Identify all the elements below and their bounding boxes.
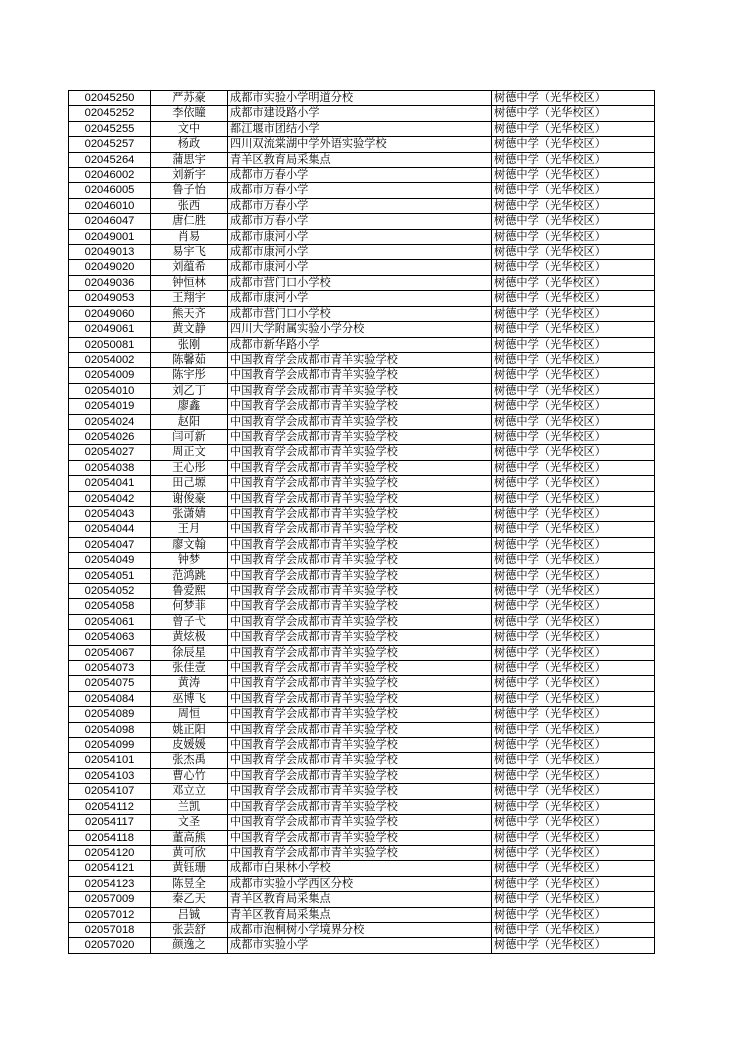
student-id-cell: 02054107 [69,784,151,799]
admitted-school-cell: 树德中学（光华校区） [492,799,655,814]
student-name-cell: 颜逸之 [151,938,228,953]
admitted-school-cell: 树德中学（光华校区） [492,553,655,568]
student-name-cell: 杨政 [151,137,228,152]
admitted-school-cell: 树德中学（光华校区） [492,938,655,953]
table-row [69,106,655,121]
primary-school-cell: 中国教育学会成都市青羊实验学校 [228,506,492,521]
student-id-cell: 02054027 [69,445,151,460]
table-row [69,198,655,213]
table-row [69,614,655,629]
admitted-school-cell: 树德中学（光华校区） [492,368,655,383]
student-name-cell: 黄文静 [151,322,228,337]
student-name-cell: 刘蕴希 [151,260,228,275]
student-id-cell: 02054010 [69,383,151,398]
student-name-cell: 周正文 [151,445,228,460]
student-name-cell: 王翔宇 [151,291,228,306]
primary-school-cell: 四川双流棠湖中学外语实验学校 [228,137,492,152]
admitted-school-cell: 树德中学（光华校区） [492,830,655,845]
primary-school-cell: 中国教育学会成都市青羊实验学校 [228,553,492,568]
primary-school-cell: 四川大学附属实验小学分校 [228,322,492,337]
student-name-cell: 董高熊 [151,830,228,845]
primary-school-cell: 中国教育学会成都市青羊实验学校 [228,537,492,552]
primary-school-cell: 成都市康河小学 [228,229,492,244]
table-row [69,630,655,645]
student-id-cell: 02057018 [69,922,151,937]
admitted-school-cell: 树德中学（光华校区） [492,753,655,768]
table-row [69,291,655,306]
primary-school-cell: 中国教育学会成都市青羊实验学校 [228,568,492,583]
student-name-cell: 张刚 [151,337,228,352]
student-id-cell: 02057012 [69,907,151,922]
primary-school-cell: 中国教育学会成都市青羊实验学校 [228,383,492,398]
primary-school-cell: 中国教育学会成都市青羊实验学校 [228,368,492,383]
primary-school-cell: 中国教育学会成都市青羊实验学校 [228,491,492,506]
admitted-school-cell: 树德中学（光华校区） [492,245,655,260]
student-id-cell: 02054042 [69,491,151,506]
student-id-cell: 02054019 [69,399,151,414]
table-row [69,691,655,706]
student-name-cell: 钟恒林 [151,275,228,290]
primary-school-cell: 青羊区教育局采集点 [228,152,492,167]
table-row [69,753,655,768]
student-name-cell: 李依瞳 [151,106,228,121]
primary-school-cell: 中国教育学会成都市青羊实验学校 [228,414,492,429]
primary-school-cell: 中国教育学会成都市青羊实验学校 [228,645,492,660]
table-row [69,922,655,937]
primary-school-cell: 成都市营门口小学校 [228,275,492,290]
table-row [69,784,655,799]
student-id-cell: 02054002 [69,352,151,367]
table-row [69,368,655,383]
student-id-cell: 02054052 [69,584,151,599]
table-row [69,907,655,922]
admitted-school-cell: 树德中学（光华校区） [492,322,655,337]
student-name-cell: 廖鑫 [151,399,228,414]
student-name-cell: 易宇飞 [151,245,228,260]
student-id-cell: 02054084 [69,691,151,706]
admitted-school-cell: 树德中学（光华校区） [492,676,655,691]
student-id-cell: 02054063 [69,630,151,645]
student-id-cell: 02054112 [69,799,151,814]
table-row [69,537,655,552]
primary-school-cell: 成都市实验小学明道分校 [228,91,492,106]
table-row [69,460,655,475]
student-id-cell: 02054047 [69,537,151,552]
student-id-cell: 02050081 [69,337,151,352]
table-row [69,91,655,106]
primary-school-cell: 中国教育学会成都市青羊实验学校 [228,599,492,614]
admitted-school-cell: 树德中学（光华校区） [492,630,655,645]
table-row [69,522,655,537]
table-row [69,214,655,229]
table-row [69,707,655,722]
primary-school-cell: 中国教育学会成都市青羊实验学校 [228,830,492,845]
student-name-cell: 陈宇彤 [151,368,228,383]
admitted-school-cell: 树德中学（光华校区） [492,445,655,460]
student-name-cell: 黄涛 [151,676,228,691]
admitted-school-cell: 树德中学（光华校区） [492,815,655,830]
primary-school-cell: 成都市白果林小学校 [228,861,492,876]
admitted-school-cell: 树德中学（光华校区） [492,707,655,722]
table-row [69,876,655,891]
student-id-cell: 02054044 [69,522,151,537]
admitted-school-cell: 树德中学（光华校区） [492,168,655,183]
student-name-cell: 曾子弋 [151,614,228,629]
admitted-school-cell: 树德中学（光华校区） [492,892,655,907]
admission-table-body [69,91,655,954]
primary-school-cell: 成都市康河小学 [228,260,492,275]
primary-school-cell: 中国教育学会成都市青羊实验学校 [228,399,492,414]
student-id-cell: 02054120 [69,845,151,860]
admitted-school-cell: 树德中学（光华校区） [492,460,655,475]
primary-school-cell: 中国教育学会成都市青羊实验学校 [228,352,492,367]
student-name-cell: 文圣 [151,815,228,830]
student-name-cell: 兰凯 [151,799,228,814]
table-row [69,830,655,845]
admitted-school-cell: 树德中学（光华校区） [492,106,655,121]
primary-school-cell: 中国教育学会成都市青羊实验学校 [228,768,492,783]
student-id-cell: 02054073 [69,661,151,676]
admitted-school-cell: 树德中学（光华校区） [492,260,655,275]
admitted-school-cell: 树德中学（光华校区） [492,198,655,213]
student-id-cell: 02049020 [69,260,151,275]
admitted-school-cell: 树德中学（光华校区） [492,352,655,367]
primary-school-cell: 成都市实验小学西区分校 [228,876,492,891]
student-id-cell: 02054098 [69,722,151,737]
primary-school-cell: 成都市万春小学 [228,168,492,183]
student-name-cell: 文中 [151,121,228,136]
student-id-cell: 02045257 [69,137,151,152]
student-name-cell: 何梦菲 [151,599,228,614]
student-name-cell: 张杰禹 [151,753,228,768]
table-row [69,584,655,599]
table-row [69,476,655,491]
student-name-cell: 张潇婧 [151,506,228,521]
admitted-school-cell: 树德中学（光华校区） [492,275,655,290]
table-row [69,414,655,429]
student-id-cell: 02054051 [69,568,151,583]
table-row [69,861,655,876]
primary-school-cell: 中国教育学会成都市青羊实验学校 [228,753,492,768]
admitted-school-cell: 树德中学（光华校区） [492,491,655,506]
student-name-cell: 张佳壹 [151,661,228,676]
student-id-cell: 02054009 [69,368,151,383]
primary-school-cell: 中国教育学会成都市青羊实验学校 [228,738,492,753]
table-row [69,245,655,260]
admitted-school-cell: 树德中学（光华校区） [492,661,655,676]
admitted-school-cell: 树德中学（光华校区） [492,537,655,552]
student-name-cell: 鲁爱熙 [151,584,228,599]
table-row [69,506,655,521]
admitted-school-cell: 树德中学（光华校区） [492,522,655,537]
student-id-cell: 02049013 [69,245,151,260]
admitted-school-cell: 树德中学（光华校区） [492,476,655,491]
admitted-school-cell: 树德中学（光华校区） [492,861,655,876]
primary-school-cell: 青羊区教育局采集点 [228,892,492,907]
student-name-cell: 闫可新 [151,429,228,444]
table-row [69,383,655,398]
admitted-school-cell: 树德中学（光华校区） [492,568,655,583]
student-name-cell: 周恒 [151,707,228,722]
student-id-cell: 02049001 [69,229,151,244]
admitted-school-cell: 树德中学（光华校区） [492,214,655,229]
student-id-cell: 02045264 [69,152,151,167]
primary-school-cell: 中国教育学会成都市青羊实验学校 [228,445,492,460]
admitted-school-cell: 树德中学（光华校区） [492,722,655,737]
student-name-cell: 鲁子怡 [151,183,228,198]
student-id-cell: 02054043 [69,506,151,521]
table-row [69,260,655,275]
student-name-cell: 巫博飞 [151,691,228,706]
student-id-cell: 02054123 [69,876,151,891]
student-id-cell: 02054067 [69,645,151,660]
primary-school-cell: 中国教育学会成都市青羊实验学校 [228,429,492,444]
student-id-cell: 02054103 [69,768,151,783]
student-id-cell: 02054101 [69,753,151,768]
student-id-cell: 02054049 [69,553,151,568]
student-id-cell: 02054099 [69,738,151,753]
student-name-cell: 熊天齐 [151,306,228,321]
student-id-cell: 02049036 [69,275,151,290]
student-name-cell: 陈昱全 [151,876,228,891]
student-name-cell: 张芸舒 [151,922,228,937]
student-name-cell: 黄炫极 [151,630,228,645]
student-id-cell: 02046010 [69,198,151,213]
table-row [69,322,655,337]
primary-school-cell: 中国教育学会成都市青羊实验学校 [228,707,492,722]
admitted-school-cell: 树德中学（光华校区） [492,383,655,398]
student-id-cell: 02049060 [69,306,151,321]
student-id-cell: 02057020 [69,938,151,953]
admitted-school-cell: 树德中学（光华校区） [492,291,655,306]
student-name-cell: 曹心竹 [151,768,228,783]
admission-table [68,90,655,954]
admitted-school-cell: 树德中学（光华校区） [492,506,655,521]
student-name-cell: 吕铖 [151,907,228,922]
table-row [69,152,655,167]
primary-school-cell: 中国教育学会成都市青羊实验学校 [228,784,492,799]
admitted-school-cell: 树德中学（光华校区） [492,152,655,167]
primary-school-cell: 成都市万春小学 [228,198,492,213]
primary-school-cell: 成都市康河小学 [228,245,492,260]
student-id-cell: 02054061 [69,614,151,629]
student-name-cell: 范鸿跳 [151,568,228,583]
admitted-school-cell: 树德中学（光华校区） [492,306,655,321]
student-id-cell: 02054026 [69,429,151,444]
admitted-school-cell: 树德中学（光华校区） [492,229,655,244]
primary-school-cell: 中国教育学会成都市青羊实验学校 [228,815,492,830]
table-row [69,306,655,321]
table-row [69,491,655,506]
admitted-school-cell: 树德中学（光华校区） [492,91,655,106]
table-row [69,337,655,352]
admitted-school-cell: 树德中学（光华校区） [492,768,655,783]
student-name-cell: 严苏豪 [151,91,228,106]
primary-school-cell: 都江堰市团结小学 [228,121,492,136]
student-name-cell: 唐仁胜 [151,214,228,229]
table-row [69,845,655,860]
primary-school-cell: 中国教育学会成都市青羊实验学校 [228,722,492,737]
table-row [69,599,655,614]
primary-school-cell: 青羊区教育局采集点 [228,907,492,922]
student-name-cell: 赵阳 [151,414,228,429]
admitted-school-cell: 树德中学（光华校区） [492,121,655,136]
table-row [69,815,655,830]
primary-school-cell: 成都市建设路小学 [228,106,492,121]
table-row [69,722,655,737]
table-row [69,399,655,414]
admitted-school-cell: 树德中学（光华校区） [492,922,655,937]
student-name-cell: 张西 [151,198,228,213]
admitted-school-cell: 树德中学（光华校区） [492,691,655,706]
table-row [69,676,655,691]
table-row [69,275,655,290]
table-row [69,938,655,953]
student-id-cell: 02054089 [69,707,151,722]
primary-school-cell: 中国教育学会成都市青羊实验学校 [228,614,492,629]
table-row [69,892,655,907]
student-id-cell: 02054041 [69,476,151,491]
table-row [69,121,655,136]
student-id-cell: 02054075 [69,676,151,691]
table-row [69,137,655,152]
student-name-cell: 姚正阳 [151,722,228,737]
primary-school-cell: 中国教育学会成都市青羊实验学校 [228,661,492,676]
student-name-cell: 徐辰星 [151,645,228,660]
student-name-cell: 谢俊豪 [151,491,228,506]
student-id-cell: 02054058 [69,599,151,614]
primary-school-cell: 成都市营门口小学校 [228,306,492,321]
primary-school-cell: 成都市康河小学 [228,291,492,306]
table-row [69,738,655,753]
student-id-cell: 02054121 [69,861,151,876]
admitted-school-cell: 树德中学（光华校区） [492,614,655,629]
admitted-school-cell: 树德中学（光华校区） [492,876,655,891]
table-row [69,799,655,814]
student-name-cell: 田己塬 [151,476,228,491]
student-name-cell: 黄可欣 [151,845,228,860]
primary-school-cell: 成都市实验小学 [228,938,492,953]
primary-school-cell: 中国教育学会成都市青羊实验学校 [228,584,492,599]
admitted-school-cell: 树德中学（光华校区） [492,337,655,352]
student-name-cell: 陈馨茹 [151,352,228,367]
table-row [69,429,655,444]
primary-school-cell: 成都市万春小学 [228,214,492,229]
student-name-cell: 秦乙天 [151,892,228,907]
student-id-cell: 02045250 [69,91,151,106]
student-id-cell: 02054024 [69,414,151,429]
table-row [69,768,655,783]
table-row [69,168,655,183]
student-id-cell: 02046047 [69,214,151,229]
admitted-school-cell: 树德中学（光华校区） [492,137,655,152]
admitted-school-cell: 树德中学（光华校区） [492,738,655,753]
table-row [69,568,655,583]
table-row [69,229,655,244]
primary-school-cell: 成都市泡桐树小学境界分校 [228,922,492,937]
student-id-cell: 02046002 [69,168,151,183]
admitted-school-cell: 树德中学（光华校区） [492,599,655,614]
student-id-cell: 02049053 [69,291,151,306]
admitted-school-cell: 树德中学（光华校区） [492,399,655,414]
admitted-school-cell: 树德中学（光华校区） [492,584,655,599]
primary-school-cell: 中国教育学会成都市青羊实验学校 [228,799,492,814]
primary-school-cell: 中国教育学会成都市青羊实验学校 [228,460,492,475]
primary-school-cell: 中国教育学会成都市青羊实验学校 [228,676,492,691]
student-name-cell: 邓立立 [151,784,228,799]
student-name-cell: 刘乙丁 [151,383,228,398]
student-id-cell: 02049061 [69,322,151,337]
student-name-cell: 刘新宇 [151,168,228,183]
admitted-school-cell: 树德中学（光华校区） [492,784,655,799]
student-id-cell: 02054117 [69,815,151,830]
table-row [69,661,655,676]
admitted-school-cell: 树德中学（光华校区） [492,183,655,198]
primary-school-cell: 成都市新华路小学 [228,337,492,352]
table-row [69,445,655,460]
student-name-cell: 王月 [151,522,228,537]
admitted-school-cell: 树德中学（光华校区） [492,845,655,860]
primary-school-cell: 中国教育学会成都市青羊实验学校 [228,476,492,491]
table-row [69,645,655,660]
primary-school-cell: 中国教育学会成都市青羊实验学校 [228,630,492,645]
primary-school-cell: 中国教育学会成都市青羊实验学校 [228,522,492,537]
admitted-school-cell: 树德中学（光华校区） [492,414,655,429]
admitted-school-cell: 树德中学（光华校区） [492,907,655,922]
table-row [69,352,655,367]
student-id-cell: 02054038 [69,460,151,475]
student-name-cell: 肖易 [151,229,228,244]
admitted-school-cell: 树德中学（光华校区） [492,429,655,444]
student-name-cell: 钟梦 [151,553,228,568]
student-name-cell: 皮媛媛 [151,738,228,753]
primary-school-cell: 中国教育学会成都市青羊实验学校 [228,691,492,706]
student-id-cell: 02045252 [69,106,151,121]
student-name-cell: 黄钰珊 [151,861,228,876]
student-id-cell: 02045255 [69,121,151,136]
table-row [69,553,655,568]
student-name-cell: 王心彤 [151,460,228,475]
student-id-cell: 02057009 [69,892,151,907]
primary-school-cell: 中国教育学会成都市青羊实验学校 [228,845,492,860]
table-row [69,183,655,198]
admitted-school-cell: 树德中学（光华校区） [492,645,655,660]
primary-school-cell: 成都市万春小学 [228,183,492,198]
student-id-cell: 02054118 [69,830,151,845]
student-name-cell: 蒲思宇 [151,152,228,167]
student-id-cell: 02046005 [69,183,151,198]
student-name-cell: 廖文翰 [151,537,228,552]
